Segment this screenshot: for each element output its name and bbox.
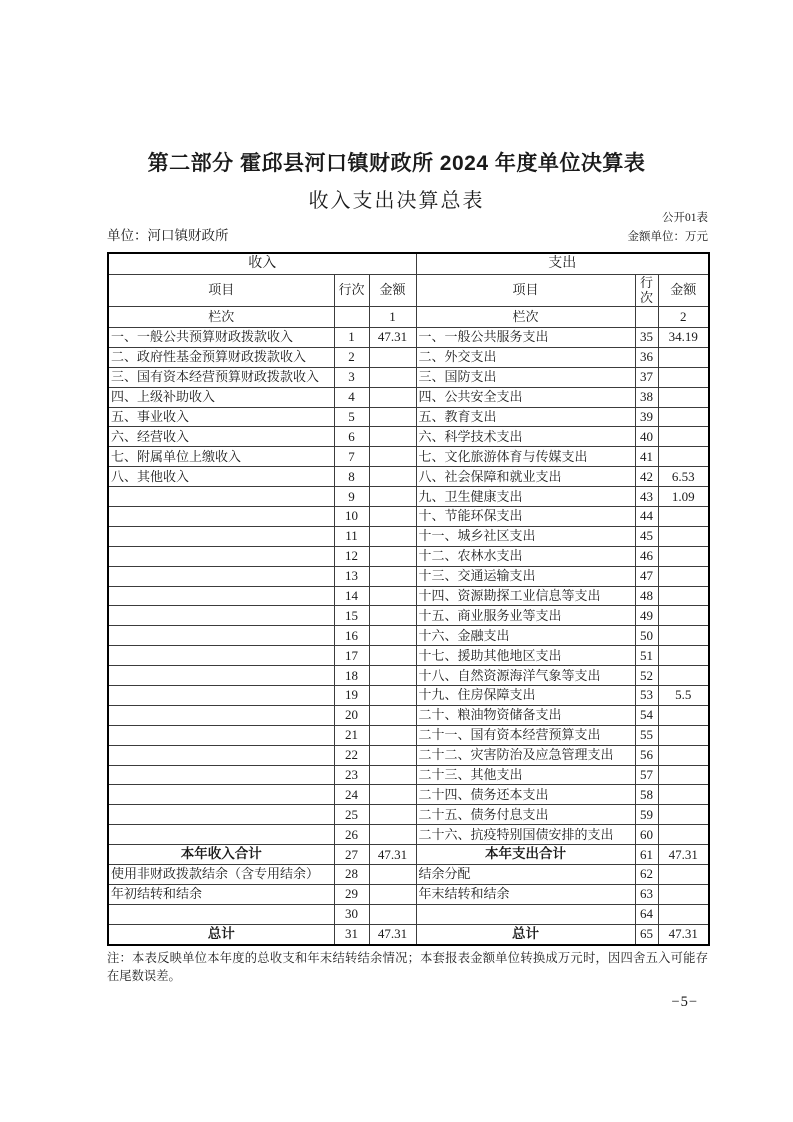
expense-amount-cell: 6.53 xyxy=(658,467,709,487)
income-amount-cell xyxy=(369,626,416,646)
income-amount-cell xyxy=(369,785,416,805)
income-line-cell: 14 xyxy=(334,586,369,606)
page-number: −5− xyxy=(671,994,698,1010)
table-row xyxy=(108,328,709,348)
expense-line-cell: 35 xyxy=(635,328,658,348)
expense-line-cell: 48 xyxy=(635,586,658,606)
expense-line-cell: 59 xyxy=(635,805,658,825)
expense-item-cell: 二、外交支出 xyxy=(416,347,635,367)
expense-item-cell: 十七、援助其他地区支出 xyxy=(416,646,635,666)
expense-item-cell: 六、科学技术支出 xyxy=(416,427,635,447)
expense-amount-column-header: 金额 xyxy=(658,275,709,307)
expense-item-cell: 二十五、债务付息支出 xyxy=(416,805,635,825)
table-row xyxy=(108,526,709,546)
page-title: 第二部分 霍邱县河口镇财政所 2024 年度单位决算表 xyxy=(147,152,646,175)
expense-amount-cell xyxy=(658,825,709,845)
expense-item-cell: 二十、粮油物资储备支出 xyxy=(416,705,635,725)
expense-line-cell: 39 xyxy=(635,407,658,427)
expense-item-cell: 十九、住房保障支出 xyxy=(416,686,635,706)
table-row xyxy=(108,427,709,447)
expense-item-cell: 八、社会保障和就业支出 xyxy=(416,467,635,487)
expense-amount-cell xyxy=(658,884,709,904)
income-line-cell: 20 xyxy=(334,705,369,725)
income-line-cell: 31 xyxy=(334,924,369,944)
income-item-cell xyxy=(108,745,334,765)
expense-amount-cell xyxy=(658,586,709,606)
expense-amount-cell xyxy=(658,904,709,924)
expense-line-cell: 43 xyxy=(635,487,658,507)
amount-unit-label: 金额单位：万元 xyxy=(627,231,708,243)
income-item-cell xyxy=(108,626,334,646)
income-amount-cell: 47.31 xyxy=(369,328,416,348)
table-row xyxy=(108,606,709,626)
expense-amount-cell xyxy=(658,526,709,546)
expense-item-column-header: 项目 xyxy=(416,275,635,307)
table-total-row xyxy=(108,924,709,944)
table-row xyxy=(108,705,709,725)
expense-line-cell: 56 xyxy=(635,745,658,765)
expense-amount-cell: 5.5 xyxy=(658,686,709,706)
income-line-cell: 15 xyxy=(334,606,369,626)
expense-line-cell: 42 xyxy=(635,467,658,487)
expense-line-index-blank xyxy=(635,307,658,328)
income-item-cell xyxy=(108,507,334,527)
expense-item-cell: 四、公共安全支出 xyxy=(416,387,635,407)
table-code-label: 公开01表 xyxy=(662,212,708,224)
expense-item-cell: 一、一般公共服务支出 xyxy=(416,328,635,348)
income-line-column-header: 行次 xyxy=(334,275,369,307)
expense-item-cell: 十三、交通运输支出 xyxy=(416,566,635,586)
table-row xyxy=(108,487,709,507)
expense-item-cell: 二十三、其他支出 xyxy=(416,765,635,785)
income-amount-cell xyxy=(369,347,416,367)
income-item-cell: 年初结转和结余 xyxy=(108,884,334,904)
income-item-cell xyxy=(108,805,334,825)
expense-item-cell: 三、国防支出 xyxy=(416,367,635,387)
table-row xyxy=(108,686,709,706)
income-line-cell: 23 xyxy=(334,765,369,785)
table-row xyxy=(108,586,709,606)
table-row xyxy=(108,546,709,566)
table-total-row xyxy=(108,845,709,865)
income-line-cell: 19 xyxy=(334,686,369,706)
table-row xyxy=(108,725,709,745)
income-amount-cell: 47.31 xyxy=(369,924,416,944)
income-amount-cell xyxy=(369,407,416,427)
table-row xyxy=(108,347,709,367)
expense-line-cell: 41 xyxy=(635,447,658,467)
expense-item-cell: 十六、金融支出 xyxy=(416,626,635,646)
expense-item-cell: 十、节能环保支出 xyxy=(416,507,635,527)
expense-amount-cell: 1.09 xyxy=(658,487,709,507)
column-header-row xyxy=(108,275,709,307)
income-line-cell: 9 xyxy=(334,487,369,507)
expense-section-header: 支出 xyxy=(416,253,709,275)
income-line-cell: 2 xyxy=(334,347,369,367)
table-row xyxy=(108,865,709,885)
income-amount-cell xyxy=(369,705,416,725)
expense-amount-cell xyxy=(658,666,709,686)
income-amount-cell xyxy=(369,507,416,527)
income-amount-cell xyxy=(369,367,416,387)
income-amount-cell xyxy=(369,487,416,507)
income-item-cell: 本年收入合计 xyxy=(108,845,334,865)
income-item-cell xyxy=(108,487,334,507)
expense-amount-cell xyxy=(658,705,709,725)
table-row xyxy=(108,566,709,586)
expense-amount-cell xyxy=(658,387,709,407)
unit-label: 单位：河口镇财政所 xyxy=(107,228,229,243)
income-line-cell: 18 xyxy=(334,666,369,686)
table-row xyxy=(108,884,709,904)
expense-amount-cell xyxy=(658,507,709,527)
income-amount-cell xyxy=(369,765,416,785)
table-row xyxy=(108,745,709,765)
income-column-index-value: 1 xyxy=(369,307,416,328)
income-line-cell: 16 xyxy=(334,626,369,646)
income-amount-cell xyxy=(369,825,416,845)
expense-line-cell: 60 xyxy=(635,825,658,845)
expense-amount-cell xyxy=(658,606,709,626)
expense-item-cell: 五、教育支出 xyxy=(416,407,635,427)
income-line-cell: 12 xyxy=(334,546,369,566)
income-amount-cell xyxy=(369,387,416,407)
income-item-cell: 一、一般公共预算财政拨款收入 xyxy=(108,328,334,348)
income-item-cell xyxy=(108,725,334,745)
table-row xyxy=(108,467,709,487)
table-note: 注：本表反映单位本年度的总收支和年末结转结余情况；本套报表金额单位转换成万元时，因四舍五入可能存在尾数误差。 xyxy=(107,951,708,984)
income-line-cell: 28 xyxy=(334,865,369,885)
expense-line-cell: 65 xyxy=(635,924,658,944)
income-item-cell xyxy=(108,606,334,626)
table-row xyxy=(108,805,709,825)
expense-line-cell: 38 xyxy=(635,387,658,407)
expense-item-cell: 结余分配 xyxy=(416,865,635,885)
income-line-cell: 11 xyxy=(334,526,369,546)
income-item-cell xyxy=(108,586,334,606)
table-row xyxy=(108,825,709,845)
table-row xyxy=(108,387,709,407)
income-item-cell: 四、上级补助收入 xyxy=(108,387,334,407)
expense-item-cell: 十一、城乡社区支出 xyxy=(416,526,635,546)
income-item-cell: 八、其他收入 xyxy=(108,467,334,487)
income-amount-cell xyxy=(369,606,416,626)
income-item-cell xyxy=(108,526,334,546)
expense-amount-cell xyxy=(658,805,709,825)
income-amount-cell xyxy=(369,566,416,586)
income-line-index-blank xyxy=(334,307,369,328)
income-amount-cell xyxy=(369,427,416,447)
income-amount-cell xyxy=(369,467,416,487)
expense-line-cell: 62 xyxy=(635,865,658,885)
column-index-row xyxy=(108,307,709,328)
income-line-cell: 29 xyxy=(334,884,369,904)
expense-line-cell: 45 xyxy=(635,526,658,546)
section-header-row xyxy=(108,253,709,275)
income-line-cell: 1 xyxy=(334,328,369,348)
expense-line-cell: 53 xyxy=(635,686,658,706)
expense-amount-cell xyxy=(658,765,709,785)
expense-line-cell: 49 xyxy=(635,606,658,626)
income-line-cell: 3 xyxy=(334,367,369,387)
expense-line-cell: 47 xyxy=(635,566,658,586)
income-item-cell xyxy=(108,705,334,725)
expense-item-cell: 九、卫生健康支出 xyxy=(416,487,635,507)
expense-line-cell: 55 xyxy=(635,725,658,745)
income-line-cell: 13 xyxy=(334,566,369,586)
income-line-cell: 26 xyxy=(334,825,369,845)
expense-item-cell: 十八、自然资源海洋气象等支出 xyxy=(416,666,635,686)
expense-item-cell: 本年支出合计 xyxy=(416,845,635,865)
table-meta-row xyxy=(107,224,708,244)
expense-amount-cell xyxy=(658,725,709,745)
table-row xyxy=(108,666,709,686)
income-item-cell xyxy=(108,825,334,845)
income-column-index-label: 栏次 xyxy=(108,307,334,328)
income-item-cell: 五、事业收入 xyxy=(108,407,334,427)
income-line-cell: 7 xyxy=(334,447,369,467)
expense-line-cell: 64 xyxy=(635,904,658,924)
expense-amount-cell xyxy=(658,427,709,447)
income-line-cell: 25 xyxy=(334,805,369,825)
income-amount-cell xyxy=(369,546,416,566)
expense-item-cell: 十五、商业服务业等支出 xyxy=(416,606,635,626)
table-row xyxy=(108,904,709,924)
income-amount-cell xyxy=(369,447,416,467)
income-item-cell: 使用非财政拨款结余（含专用结余） xyxy=(108,865,334,885)
page-subtitle: 收入支出决算总表 xyxy=(308,190,485,212)
income-line-cell: 21 xyxy=(334,725,369,745)
table-body xyxy=(108,328,709,945)
expense-amount-cell xyxy=(658,865,709,885)
expense-line-cell: 58 xyxy=(635,785,658,805)
income-amount-cell xyxy=(369,745,416,765)
income-amount-cell xyxy=(369,904,416,924)
expense-item-cell: 十四、资源勘探工业信息等支出 xyxy=(416,586,635,606)
income-item-cell: 六、经营收入 xyxy=(108,427,334,447)
income-amount-cell xyxy=(369,686,416,706)
income-expense-summary-table xyxy=(107,252,710,946)
table-row xyxy=(108,646,709,666)
income-item-column-header: 项目 xyxy=(108,275,334,307)
expense-item-cell: 七、文化旅游体育与传媒支出 xyxy=(416,447,635,467)
expense-line-cell: 36 xyxy=(635,347,658,367)
expense-amount-cell: 47.31 xyxy=(658,924,709,944)
expense-item-cell: 二十二、灾害防治及应急管理支出 xyxy=(416,745,635,765)
table-row xyxy=(108,507,709,527)
income-item-cell: 二、政府性基金预算财政拨款收入 xyxy=(108,347,334,367)
expense-line-cell: 54 xyxy=(635,705,658,725)
table-row xyxy=(108,785,709,805)
expense-item-cell: 二十一、国有资本经营预算支出 xyxy=(416,725,635,745)
expense-line-cell: 50 xyxy=(635,626,658,646)
income-amount-cell xyxy=(369,586,416,606)
expense-line-cell: 44 xyxy=(635,507,658,527)
income-item-cell xyxy=(108,765,334,785)
expense-item-cell: 年末结转和结余 xyxy=(416,884,635,904)
expense-column-index-value: 2 xyxy=(658,307,709,328)
income-line-cell: 27 xyxy=(334,845,369,865)
expense-line-cell: 40 xyxy=(635,427,658,447)
income-item-cell xyxy=(108,566,334,586)
income-item-cell xyxy=(108,904,334,924)
income-line-cell: 5 xyxy=(334,407,369,427)
expense-amount-cell xyxy=(658,447,709,467)
expense-amount-cell: 34.19 xyxy=(658,328,709,348)
expense-line-column-header: 行次 xyxy=(635,275,658,307)
income-item-cell: 三、国有资本经营预算财政拨款收入 xyxy=(108,367,334,387)
income-amount-cell xyxy=(369,666,416,686)
income-line-cell: 8 xyxy=(334,467,369,487)
income-amount-cell xyxy=(369,725,416,745)
income-line-cell: 30 xyxy=(334,904,369,924)
income-amount-cell xyxy=(369,805,416,825)
expense-line-cell: 51 xyxy=(635,646,658,666)
expense-item-cell: 十二、农林水支出 xyxy=(416,546,635,566)
income-item-cell xyxy=(108,686,334,706)
income-line-cell: 22 xyxy=(334,745,369,765)
income-item-cell xyxy=(108,546,334,566)
expense-line-cell: 57 xyxy=(635,765,658,785)
income-amount-cell: 47.31 xyxy=(369,845,416,865)
expense-line-cell: 52 xyxy=(635,666,658,686)
income-item-cell xyxy=(108,666,334,686)
expense-amount-cell xyxy=(658,646,709,666)
table-row xyxy=(108,765,709,785)
income-section-header: 收入 xyxy=(108,253,416,275)
expense-item-cell xyxy=(416,904,635,924)
expense-amount-cell xyxy=(658,566,709,586)
income-item-cell: 七、附属单位上缴收入 xyxy=(108,447,334,467)
income-line-cell: 4 xyxy=(334,387,369,407)
income-line-cell: 17 xyxy=(334,646,369,666)
table-row xyxy=(108,367,709,387)
expense-amount-cell xyxy=(658,745,709,765)
income-line-cell: 6 xyxy=(334,427,369,447)
income-line-cell: 24 xyxy=(334,785,369,805)
expense-item-cell: 二十四、债务还本支出 xyxy=(416,785,635,805)
expense-line-cell: 46 xyxy=(635,546,658,566)
expense-amount-cell xyxy=(658,367,709,387)
income-amount-cell xyxy=(369,526,416,546)
income-amount-cell xyxy=(369,884,416,904)
table-row xyxy=(108,447,709,467)
table-row xyxy=(108,626,709,646)
expense-amount-cell xyxy=(658,347,709,367)
income-amount-cell xyxy=(369,865,416,885)
income-item-cell xyxy=(108,785,334,805)
income-item-cell xyxy=(108,646,334,666)
expense-column-index-label: 栏次 xyxy=(416,307,635,328)
expense-item-cell: 二十六、抗疫特别国债安排的支出 xyxy=(416,825,635,845)
expense-line-cell: 37 xyxy=(635,367,658,387)
expense-amount-cell xyxy=(658,785,709,805)
expense-amount-cell xyxy=(658,546,709,566)
expense-line-cell: 63 xyxy=(635,884,658,904)
income-line-cell: 10 xyxy=(334,507,369,527)
income-amount-column-header: 金额 xyxy=(369,275,416,307)
table-row xyxy=(108,407,709,427)
expense-amount-cell xyxy=(658,626,709,646)
income-amount-cell xyxy=(369,646,416,666)
expense-amount-cell xyxy=(658,407,709,427)
expense-line-cell: 61 xyxy=(635,845,658,865)
expense-amount-cell: 47.31 xyxy=(658,845,709,865)
expense-item-cell: 总计 xyxy=(416,924,635,944)
income-item-cell: 总计 xyxy=(108,924,334,944)
